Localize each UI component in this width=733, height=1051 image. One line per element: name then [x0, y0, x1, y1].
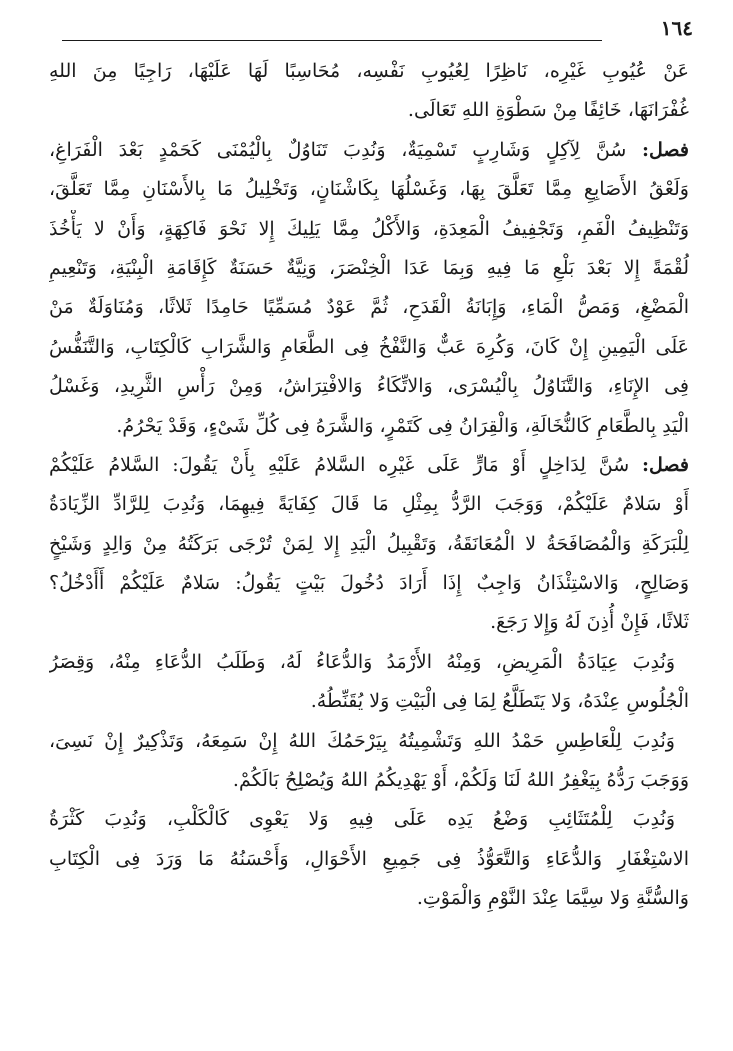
text-line: أَوْ سَلامٌ عَلَيْكُمْ، وَوَجَبَ الرَّدُّ بِمِثْلِ مَا قَالَ كِفَايَةً فِيهِمَا، وَنُدِبَ لِلرَّادِّ الزِّيَادَةُ [49, 493, 689, 516]
section-label: فصل: [642, 453, 689, 476]
text-line: فصل: سُنَّ لِآكِلٍ وَشَارِبٍ تَسْمِيَةٌ، وَنُدِبَ تَنَاوُلٌ بِالْيُمْنَى كَحَمْدٍ بَعْدَ الْفَرَاغِ، [49, 138, 689, 161]
section-label: فصل: [642, 138, 689, 161]
text-line: وَنُدِبَ لِلْعَاطِسِ حَمْدُ اللهِ وَتَشْمِيتُهُ بِيَرْحَمُكَ اللهُ إِنْ سَمِعَهُ، وَتَذْكِيرٌ إِنْ نَسِىَ، [49, 729, 675, 752]
text-line: عَنْ عُيُوبِ غَيْرِه، نَاظِرًا لِعُيُوبِ نَفْسِه، مُحَاسِبًا لَهَا عَلَيْهَا، رَاجِيًا مِنَ اللهِ [49, 60, 689, 82]
text-line: وَوَجَبَ رَدُّهُ بِيَغْفِرُ اللهُ لَنَا وَلَكُمْ، أَوْ يَهْدِيكُمُ اللهُ وَيُصْلِحُ بَالَكُمْ. [232, 769, 689, 792]
text-line: فصل: سُنَّ لِدَاخِلٍ أَوْ مَارٍّ عَلَى غَيْرِه السَّلامُ عَلَيْهِ بِأَنْ يَقُولَ: السَّلامُ عَلَيْكُمْ [49, 453, 689, 476]
text-line: الْجُلُوسِ عِنْدَهُ، وَلا يَتَطَلَّعُ لِمَا فِى الْبَيْتِ وَلا يُقَنِّطُهُ. [310, 690, 689, 713]
text-line: ثَلاثًا، فَإِنْ أُذِنَ لَهُ وَإِلا رَجَعَ. [490, 611, 689, 634]
text-line: غُفْرَانَهَا، خَائِفًا مِنْ سَطْوَةِ اللهِ تَعَالَى. [407, 99, 689, 122]
page-number: ١٦٤ [660, 16, 693, 40]
text-line: فِى الإِنَاءِ، وَالتَّنَاوُلُ بِالْيُسْرَى، وَالاتِّكَاءُ وَالافْتِرَاشُ، وَمِنْ رَأْسِ الثَّرِيدِ، وَغَسْلُ [49, 375, 689, 398]
text-line: وَنُدِبَ عِيَادَةُ الْمَرِيضِ، وَمِنْهُ الأَرْمَدُ وَالدُّعَاءُ لَهُ، وَطَلَبُ الدُّعَاءِ مِنْهُ، وَقِصَرُ [49, 650, 675, 673]
text-line: لُقْمَةً إِلا بَعْدَ بَلْعِ مَا فِيهِ وَبِمَا عَدَا الْخِنْصَرَ، وَنِيَّةٌ حَسَنَةٌ كَإِقَامَةِ الْبِنْيَةِ، وَتَنْعِيمِ [49, 256, 689, 279]
text-line: عَلَى الْيَمِينِ إِنْ كَانَ، وَكُرِهَ عَبٌّ وَالنَّفْخُ فِى الطَّعَامِ وَالشَّرَابِ كَالْكِتَابِ، وَالتَّنَفُّسُ [49, 335, 689, 358]
text-line: وَالسُّنَّةِ وَلا سِيَّمَا عِنْدَ النَّوْمِ وَالْمَوْتِ. [416, 887, 689, 910]
body-text [49, 52, 689, 919]
text-line: الاسْتِغْفَارِ وَالدُّعَاءِ وَالتَّعَوُّذُ فِى جَمِيعِ الأَحْوَالِ، وَأَحْسَنُهُ مَا وَرَدَ فِى الْكِتَابِ [49, 847, 689, 870]
header-rule [62, 40, 602, 41]
text-line: الْمَضْغِ، وَمَصُّ الْمَاءِ، وَإِبَانَةُ الْقَدَحِ، ثُمَّ عَوْدٌ مُسَمِّيًا حَامِدًا ثَلاثًا، وَمُنَاوَلَةٌ مَنْ [49, 296, 689, 319]
text-line: وَنُدِبَ لِلْمُتَثَائِبِ وَضْعُ يَدِه عَلَى فِيهِ وَلا يَعْوِى كَالْكَلْبِ، وَنُدِبَ كَثْرَةُ [49, 808, 675, 831]
text-line: وَتَنْظِيفُ الْفَمِ، وَتَجْفِيفُ الْمَعِدَةِ، وَالأَكْلُ مِمَّا يَلِيكَ إِلا نَحْوَ فَاكِهَةٍ، وَأَنْ لا يَأْخُذَ [49, 217, 689, 240]
text-line: وَلَعْقُ الأَصَابِعِ مِمَّا تَعَلَّقَ بِهَا، وَغَسْلُهَا بِكَاشْنَانٍ، وَتَخْلِيلُ مَا بِالأَسْنَانِ مِمَّا تَعَلَّقَ، [49, 178, 689, 201]
text-line: الْيَدِ بِالطَّعَامِ كَالنُّخَالَةِ، وَالْقِرَانُ فِى كَتَمْرٍ، وَالشَّرَهُ فِى كُلِّ شَىْءٍ، وَقَدْ يَحْرُمُ. [116, 414, 689, 437]
text-line: وَصَالِحٍ، وَالاسْتِئْذَانُ وَاجِبٌ إِذَا أَرَادَ دُخُولَ بَيْتٍ يَقُولُ: سَلامٌ عَلَيْكُمْ أَأَدْخُلُ؟ [49, 572, 689, 595]
text-line: لِلْبَرَكَةِ وَالْمُصَافَحَةُ لا الْمُعَانَقَةُ، وَتَقْبِيلُ الْيَدِ إِلا لِمَنْ تُرْجَى بَرَكَتُهُ مِنْ وَالِدٍ وَشَيْخٍ [49, 532, 689, 555]
